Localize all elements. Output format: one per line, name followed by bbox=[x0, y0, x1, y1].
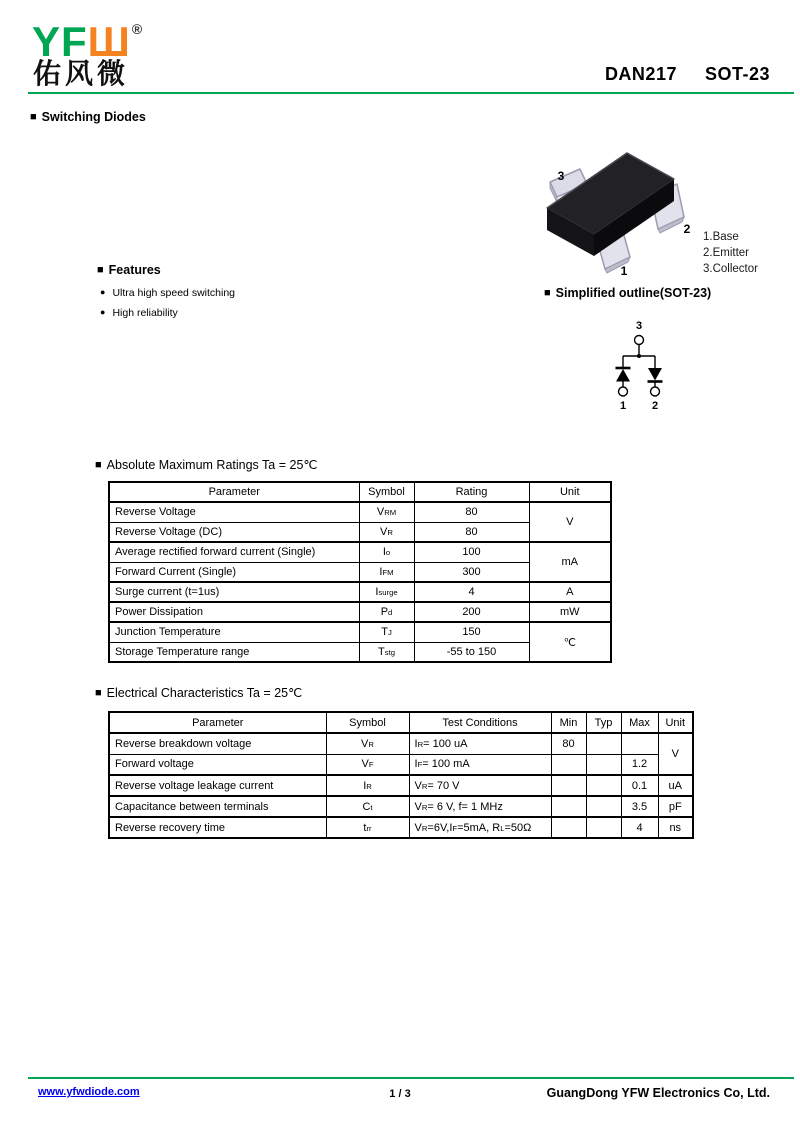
ec-unit: ns bbox=[658, 817, 693, 838]
amr-symbol: Pd bbox=[359, 602, 414, 622]
ec-typ bbox=[586, 817, 621, 838]
ec-conditions: IF= 100 mA bbox=[409, 754, 551, 775]
ec-parameter: Capacitance between terminals bbox=[109, 796, 326, 817]
table-row bbox=[109, 754, 693, 775]
logo-text-green: YF bbox=[32, 18, 88, 65]
amr-symbol: VR bbox=[359, 522, 414, 542]
outline-label: Simplified outline(SOT-23) bbox=[555, 286, 712, 300]
schematic-pin3-label: 3 bbox=[635, 320, 643, 332]
amr-symbol: VRM bbox=[359, 502, 414, 522]
logo-text-orange: Ш bbox=[87, 18, 131, 65]
package-pin1-label: 1 bbox=[620, 264, 628, 278]
amr-rating: -55 to 150 bbox=[414, 642, 529, 662]
package-3d-figure bbox=[535, 138, 705, 283]
amr-symbol: Io bbox=[359, 542, 414, 562]
amr-rating: 200 bbox=[414, 602, 529, 622]
ec-symbol: IR bbox=[326, 775, 409, 796]
ec-min bbox=[551, 775, 586, 796]
amr-parameter: Reverse Voltage (DC) bbox=[109, 522, 359, 542]
square-marker-icon: ■ bbox=[95, 459, 102, 471]
amr-table bbox=[108, 481, 612, 663]
amr-unit: mW bbox=[529, 602, 611, 622]
device-type-heading bbox=[30, 110, 146, 124]
ec-symbol: VR bbox=[326, 733, 409, 754]
diode2-triangle bbox=[648, 368, 662, 381]
ec-col-typ: Typ bbox=[586, 712, 621, 733]
ec-typ bbox=[586, 796, 621, 817]
ec-col-conditions: Test Conditions bbox=[409, 712, 551, 733]
ec-col-max: Max bbox=[621, 712, 658, 733]
ec-max bbox=[621, 733, 658, 754]
terminal-2 bbox=[651, 387, 660, 396]
table-row bbox=[109, 733, 693, 754]
amr-parameter: Reverse Voltage bbox=[109, 502, 359, 522]
ec-max: 4 bbox=[621, 817, 658, 838]
outline-heading bbox=[544, 286, 711, 300]
square-marker-icon: ■ bbox=[544, 287, 551, 299]
ec-typ bbox=[586, 775, 621, 796]
ec-typ bbox=[586, 754, 621, 775]
amr-col-rating: Rating bbox=[414, 482, 529, 502]
ec-heading bbox=[95, 685, 302, 700]
amr-parameter: Storage Temperature range bbox=[109, 642, 359, 662]
amr-col-symbol: Symbol bbox=[359, 482, 414, 502]
amr-rating: 4 bbox=[414, 582, 529, 602]
table-row bbox=[109, 817, 693, 838]
schematic-figure bbox=[580, 314, 700, 414]
square-marker-icon: ■ bbox=[97, 264, 104, 276]
pin-legend-emitter: 2.Emitter bbox=[703, 247, 750, 259]
part-number: DAN217 bbox=[604, 64, 677, 84]
table-row bbox=[109, 502, 611, 522]
amr-col-unit: Unit bbox=[529, 482, 611, 502]
feature-text: High reliability bbox=[112, 307, 178, 319]
package-pin2-label: 2 bbox=[683, 222, 691, 236]
amr-parameter: Surge current (t=1us) bbox=[109, 582, 359, 602]
schematic-pin2-label: 2 bbox=[651, 400, 659, 412]
website-link[interactable]: www.yfwdiode.com bbox=[38, 1086, 140, 1098]
amr-parameter: Forward Current (Single) bbox=[109, 562, 359, 582]
ec-max: 0.1 bbox=[621, 775, 658, 796]
footer-divider bbox=[28, 1077, 794, 1079]
page-number: 1 / 3 bbox=[389, 1088, 411, 1100]
pin-legend-base: 1.Base bbox=[703, 231, 739, 243]
amr-unit: ℃ bbox=[529, 622, 611, 662]
ec-unit: uA bbox=[658, 775, 693, 796]
amr-heading bbox=[95, 457, 317, 472]
bullet-icon: ● bbox=[100, 287, 106, 297]
table-row bbox=[109, 602, 611, 622]
amr-col-parameter: Parameter bbox=[109, 482, 359, 502]
ec-conditions: IR= 100 uA bbox=[409, 733, 551, 754]
pin-legend bbox=[703, 229, 758, 277]
terminal-1 bbox=[619, 387, 628, 396]
registered-trademark-icon: ® bbox=[131, 21, 144, 37]
square-marker-icon: ■ bbox=[95, 687, 102, 699]
amr-symbol: Tstg bbox=[359, 642, 414, 662]
ec-min bbox=[551, 754, 586, 775]
header-divider bbox=[28, 92, 794, 94]
amr-header-row bbox=[109, 482, 611, 502]
ec-parameter: Reverse recovery time bbox=[109, 817, 326, 838]
square-marker-icon: ■ bbox=[30, 111, 37, 123]
ec-table bbox=[108, 711, 694, 839]
ec-max: 3.5 bbox=[621, 796, 658, 817]
logo-chinese-name: 佑风微 bbox=[33, 58, 130, 89]
ec-conditions: VR= 70 V bbox=[409, 775, 551, 796]
amr-parameter: Average rectified forward current (Single) bbox=[109, 542, 359, 562]
ec-min: 80 bbox=[551, 733, 586, 754]
ec-min bbox=[551, 817, 586, 838]
device-type-label: Switching Diodes bbox=[41, 110, 146, 124]
ec-symbol: trr bbox=[326, 817, 409, 838]
amr-table-wrap bbox=[108, 481, 612, 663]
ec-symbol: VF bbox=[326, 754, 409, 775]
amr-parameter: Power Dissipation bbox=[109, 602, 359, 622]
package-name: SOT-23 bbox=[704, 64, 770, 84]
features-heading bbox=[97, 263, 161, 277]
table-row bbox=[109, 582, 611, 602]
ec-table-wrap bbox=[108, 711, 694, 839]
table-row bbox=[109, 542, 611, 562]
terminal-3 bbox=[635, 336, 644, 345]
amr-rating: 100 bbox=[414, 542, 529, 562]
ec-col-unit: Unit bbox=[658, 712, 693, 733]
ec-parameter: Forward voltage bbox=[109, 754, 326, 775]
ec-parameter: Reverse breakdown voltage bbox=[109, 733, 326, 754]
features-label: Features bbox=[108, 263, 161, 277]
feature-item bbox=[100, 287, 235, 299]
ec-conditions: VR=6V,IF=5mA, RL=50Ω bbox=[409, 817, 551, 838]
ec-max: 1.2 bbox=[621, 754, 658, 775]
amr-rating: 150 bbox=[414, 622, 529, 642]
table-row bbox=[109, 775, 693, 796]
diode1-triangle bbox=[616, 369, 630, 382]
feature-text: Ultra high speed switching bbox=[112, 287, 236, 299]
ec-conditions: VR= 6 V, f= 1 MHz bbox=[409, 796, 551, 817]
ec-typ bbox=[586, 733, 621, 754]
ec-unit: pF bbox=[658, 796, 693, 817]
bullet-icon: ● bbox=[100, 307, 106, 317]
amr-symbol: Isurge bbox=[359, 582, 414, 602]
table-row bbox=[109, 796, 693, 817]
ec-min bbox=[551, 796, 586, 817]
amr-symbol: TJ bbox=[359, 622, 414, 642]
ec-heading-text: Electrical Characteristics Ta = 25℃ bbox=[106, 686, 303, 700]
ec-header-row bbox=[109, 712, 693, 733]
amr-parameter: Junction Temperature bbox=[109, 622, 359, 642]
ec-unit: V bbox=[658, 733, 693, 775]
part-title bbox=[605, 64, 770, 85]
amr-rating: 300 bbox=[414, 562, 529, 582]
ec-symbol: Ct bbox=[326, 796, 409, 817]
amr-rating: 80 bbox=[414, 522, 529, 542]
amr-unit: V bbox=[529, 502, 611, 542]
ec-col-parameter: Parameter bbox=[109, 712, 326, 733]
amr-rating: 80 bbox=[414, 502, 529, 522]
amr-unit: mA bbox=[529, 542, 611, 582]
amr-unit: A bbox=[529, 582, 611, 602]
amr-heading-text: Absolute Maximum Ratings Ta = 25℃ bbox=[106, 458, 318, 472]
amr-symbol: IFM bbox=[359, 562, 414, 582]
table-row bbox=[109, 622, 611, 642]
ec-col-min: Min bbox=[551, 712, 586, 733]
ec-parameter: Reverse voltage leakage current bbox=[109, 775, 326, 796]
feature-item bbox=[100, 307, 178, 319]
company-name: GuangDong YFW Electronics Co, Ltd. bbox=[546, 1086, 770, 1100]
ec-col-symbol: Symbol bbox=[326, 712, 409, 733]
package-pin3-label: 3 bbox=[557, 169, 565, 183]
schematic-pin1-label: 1 bbox=[619, 400, 627, 412]
pin-legend-collector: 3.Collector bbox=[703, 263, 758, 275]
